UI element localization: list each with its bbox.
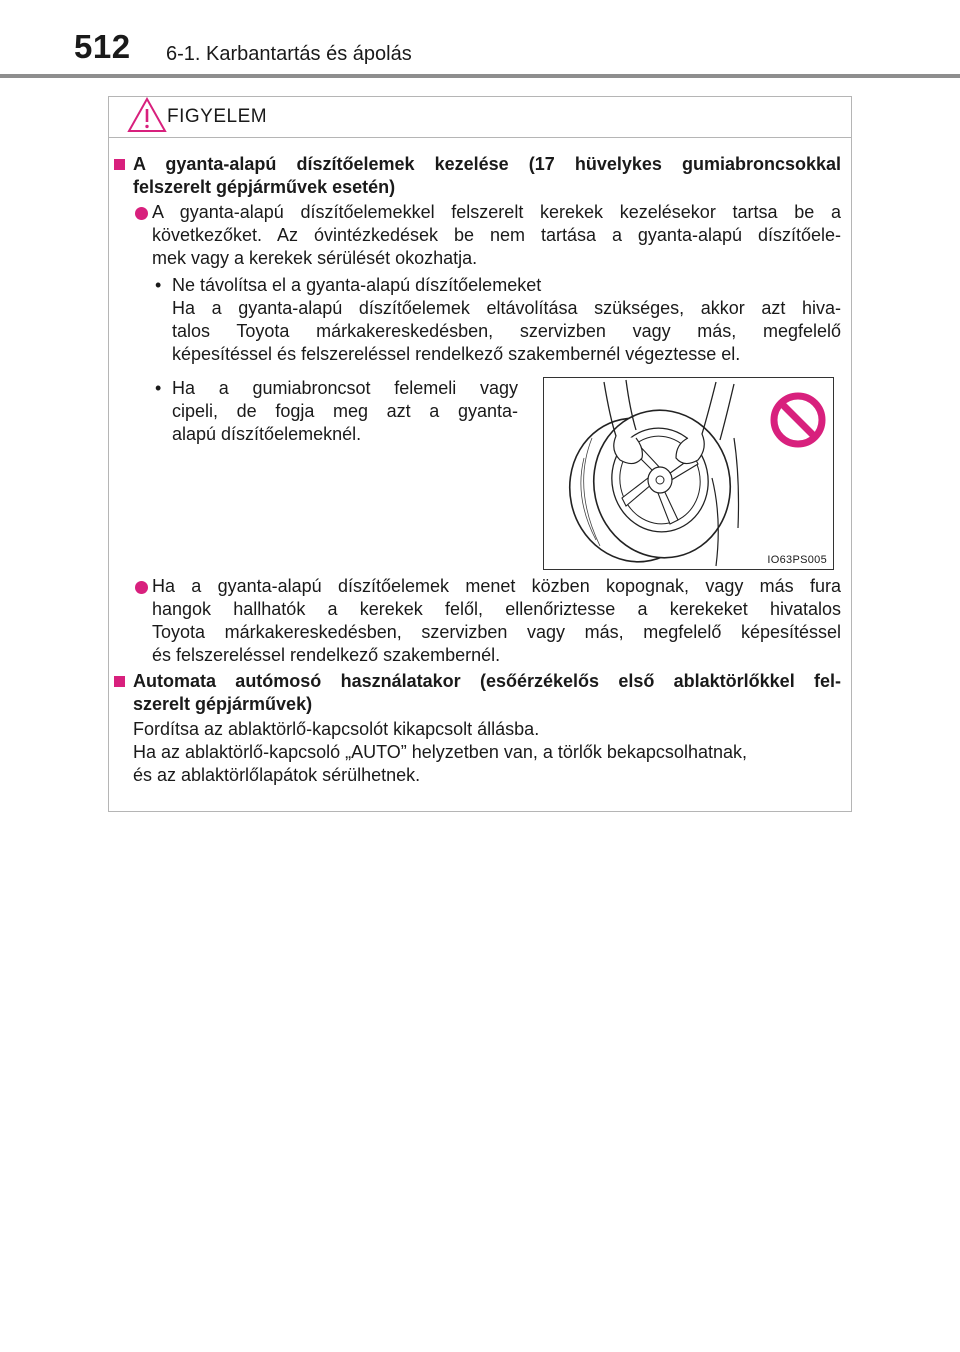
chapter-title: 6-1. Karbantartás és ápolás bbox=[166, 43, 412, 65]
page-number: 512 bbox=[74, 28, 131, 65]
sub1-line1: Ne távolítsa el a gyanta-alapú díszítőelemeket bbox=[172, 275, 542, 295]
section2-body-line1: Fordítsa az ablaktörlő-kapcsolót kikapcsolt állásba. bbox=[133, 719, 540, 739]
tire-illustration bbox=[544, 378, 832, 568]
point2-line4: és felszereléssel rendelkező szakembernél. bbox=[152, 645, 501, 665]
point2-line1: Ha a gyanta-alapú díszítőelemek menet közben kopognak, vagy más fura bbox=[152, 576, 841, 596]
figure-code: IO63PS005 bbox=[767, 554, 827, 566]
caution-title: FIGYELEM bbox=[167, 106, 268, 127]
dot-bullet-icon: • bbox=[155, 275, 162, 295]
point1-line1: A gyanta-alapú díszítőelemekkel felszerelt kerekek kezelésekor tartsa be a bbox=[152, 202, 841, 222]
point1-line2: következőket. Az óvintézkedések be nem tartása a gyanta-alapú díszítőele- bbox=[152, 225, 841, 245]
square-bullet-icon bbox=[114, 159, 125, 170]
point2-line3: Toyota márkakereskedésben, szervizben vagy más, megfelelő képesítéssel bbox=[152, 622, 841, 642]
sub1-line3: talos Toyota márkakereskedésben, szervizben vagy más, megfelelő bbox=[172, 321, 841, 341]
section2-body-line3: és az ablaktörlőlapátok sérülhetnek. bbox=[133, 765, 421, 785]
point1-line3: mek vagy a kerekek sérülését okozhatja. bbox=[152, 248, 478, 268]
point2-line2: hangok hallhatók a kerekek felől, ellenőriztesse a kerekeket hivatalos bbox=[152, 599, 841, 619]
section2-body-line2: Ha az ablaktörlő-kapcsoló „AUTO” helyzetben van, a törlők bekapcsolhatnak, bbox=[133, 742, 747, 762]
section2-heading-line1: Automata autómosó használatakor (esőérzékelős első ablaktörlőkkel fel- bbox=[133, 671, 841, 691]
sub1-line2: Ha a gyanta-alapú díszítőelemek eltávolítása szükséges, akkor azt hiva- bbox=[172, 298, 841, 318]
caution-header bbox=[109, 97, 851, 138]
sub2-line3: alapú díszítőelemeknél. bbox=[172, 424, 362, 444]
section1-heading-line2: felszerelt gépjárművek esetén) bbox=[133, 177, 396, 197]
circle-bullet-icon bbox=[135, 207, 148, 220]
tire-handling-figure bbox=[543, 377, 834, 570]
page-header bbox=[0, 0, 960, 80]
section1-heading-line1: A gyanta-alapú díszítőelemek kezelése (17 hüvelykes gumiabroncsokkal bbox=[133, 154, 841, 174]
sub1-line4: képesítéssel és felszereléssel rendelkező szakembernél végeztesse el. bbox=[172, 344, 741, 364]
section2-heading-line2: szerelt gépjárművek) bbox=[133, 694, 313, 714]
square-bullet-icon bbox=[114, 676, 125, 687]
warning-triangle-icon bbox=[127, 97, 167, 133]
sub2-line1: Ha a gumiabroncsot felemeli vagy bbox=[172, 378, 518, 398]
circle-bullet-icon bbox=[135, 581, 148, 594]
sub2-line2: cipeli, de fogja meg azt a gyanta- bbox=[172, 401, 518, 421]
dot-bullet-icon: • bbox=[155, 378, 162, 398]
header-rule bbox=[0, 74, 960, 78]
